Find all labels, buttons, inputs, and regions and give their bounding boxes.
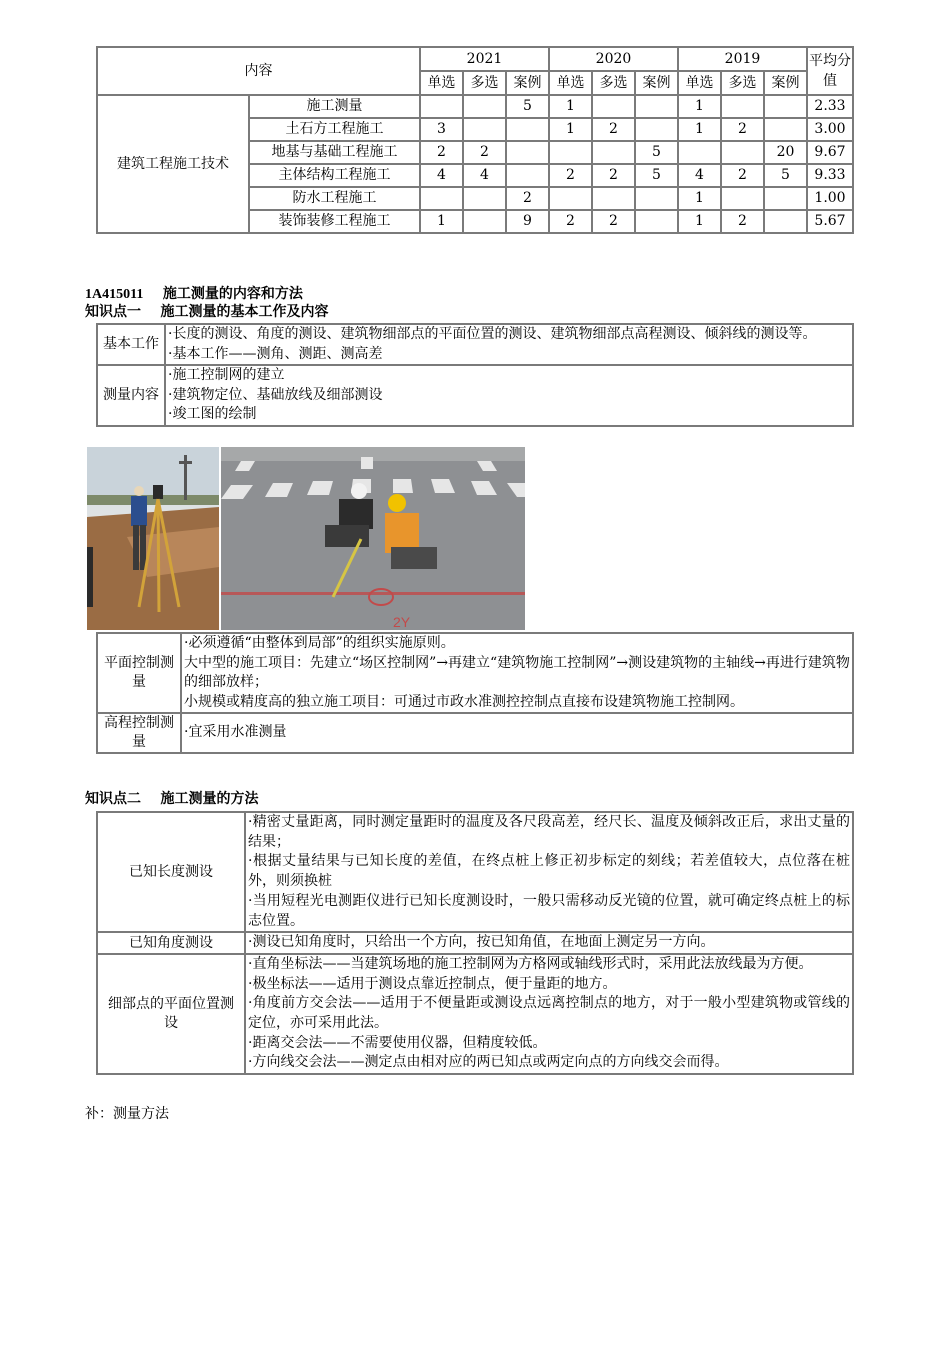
subheader-cell: 多选	[592, 71, 635, 95]
score-cell: 5	[635, 141, 678, 164]
topic-cell: 防水工程施工	[249, 187, 420, 210]
kp1-title: 施工测量的基本工作及内容	[160, 304, 329, 320]
score-cell	[592, 95, 635, 118]
score-cell	[635, 118, 678, 141]
score-cell: 2	[463, 141, 506, 164]
subheader-cell: 多选	[721, 71, 764, 95]
score-cell: 2	[506, 187, 549, 210]
score-cell: 1	[420, 210, 463, 233]
score-cell: 5	[506, 95, 549, 118]
score-cell	[420, 95, 463, 118]
score-cell: 9	[506, 210, 549, 233]
known-angle-line: ·测设已知角度时，只给出一个方向，按已知角值，在地面上测定另一方向。	[248, 934, 715, 951]
topic-cell: 主体结构工程施工	[249, 164, 420, 187]
detail-point-line: ·直角坐标法——当建筑场地的施工控制网为方格网或轴线形式时，采用此法放线最为方便。	[248, 955, 813, 972]
survey-content-label: 测量内容	[97, 365, 165, 426]
detail-point-line: ·角度前方交会法——适用于不便量距或测设点远离控制点的地方，对于一般小型建筑物或管线的定位，亦可采用此法。	[248, 995, 850, 1032]
subheader-cell: 单选	[549, 71, 592, 95]
header-year-2020: 2020	[549, 47, 678, 71]
known-length-label: 已知长度测设	[97, 812, 245, 932]
theodolite-surveyor-illustration	[87, 447, 219, 630]
score-cell	[635, 95, 678, 118]
average-cell: 2.33	[807, 95, 853, 118]
known-length-line: ·精密丈量距离，同时测定量距时的温度及各尺段高差，经尺长、温度及倾斜改正后，求出丈量的结果；	[248, 814, 850, 850]
score-cell	[721, 187, 764, 210]
road-marking-illustration	[221, 447, 525, 630]
subheader-cell: 单选	[420, 71, 463, 95]
survey-method-table	[96, 811, 854, 1075]
known-length-content	[245, 812, 853, 932]
elevation-control-line: ·宜采用水准测量	[184, 724, 287, 741]
topic-cell: 地基与基础工程施工	[249, 141, 420, 164]
detail-point-content	[245, 954, 853, 1074]
score-cell: 5	[635, 164, 678, 187]
score-cell: 2	[549, 210, 592, 233]
score-cell: 1	[678, 210, 721, 233]
known-angle-label: 已知角度测设	[97, 932, 245, 954]
survey-content-line: ·施工控制网的建立	[168, 367, 285, 383]
basic-work-table	[96, 323, 854, 427]
score-cell	[764, 118, 807, 141]
detail-point-line: ·距离交会法——不需要使用仪器，但精度较低。	[248, 1034, 547, 1051]
basic-work-line: ·长度的测设、角度的测设、建筑物细部点的平面位置的测设、建筑物细部点高程测设、倾斜线的测设等。	[168, 326, 817, 342]
plane-control-line: 小规模或精度高的独立施工项目：可通过市政水准测控控制点直接布设建筑物施工控制网。	[184, 693, 744, 710]
subheader-cell: 单选	[678, 71, 721, 95]
plane-control-line: 大中型的施工项目：先建立“场区控制网”→再建立“建筑物施工控制网”→测设建筑物的主轴线→再进行建筑物的细部放样；	[184, 654, 850, 690]
photo-road-marking-workers	[221, 447, 525, 630]
subheader-cell: 案例	[506, 71, 549, 95]
survey-content-line: ·竣工图的绘制	[168, 406, 257, 422]
detail-point-label: 细部点的平面位置测设	[97, 954, 245, 1074]
score-cell	[506, 141, 549, 164]
score-cell	[420, 187, 463, 210]
score-cell	[764, 95, 807, 118]
average-cell: 9.33	[807, 164, 853, 187]
score-cell: 1	[549, 118, 592, 141]
knowledge-point-2-heading	[85, 790, 259, 809]
score-cell: 20	[764, 141, 807, 164]
subheader-cell: 案例	[764, 71, 807, 95]
score-cell: 5	[764, 164, 807, 187]
topic-cell: 土石方工程施工	[249, 118, 420, 141]
supplement-note: 补：测量方法	[85, 1106, 169, 1122]
survey-photos	[87, 447, 525, 630]
kp2-title: 施工测量的方法	[160, 791, 259, 807]
photo-theodolite-surveyor	[87, 447, 219, 630]
score-cell: 2	[549, 164, 592, 187]
kp2-label: 知识点二	[85, 791, 141, 807]
score-cell	[506, 164, 549, 187]
score-cell	[764, 210, 807, 233]
score-cell: 1	[678, 187, 721, 210]
exam-score-table	[96, 46, 854, 234]
kp1-label: 知识点一	[85, 304, 141, 320]
score-cell	[549, 141, 592, 164]
control-survey-table	[96, 632, 854, 754]
plane-control-content	[181, 633, 853, 713]
score-body	[97, 95, 853, 233]
header-content: 内容	[97, 47, 420, 95]
knowledge-point-1-heading	[85, 303, 329, 322]
score-cell: 4	[463, 164, 506, 187]
header-average	[807, 47, 853, 95]
basic-work-line: ·基本工作——测角、测距、测高差	[168, 345, 383, 362]
plane-control-line: ·必须遵循“由整体到局部”的组织实施原则。	[184, 635, 455, 651]
elevation-control-content	[181, 713, 853, 753]
score-cell	[463, 95, 506, 118]
score-cell	[764, 187, 807, 210]
average-cell: 5.67	[807, 210, 853, 233]
known-angle-content	[245, 932, 853, 954]
average-cell: 1.00	[807, 187, 853, 210]
road-marking-text: 2Y	[393, 614, 411, 630]
basic-work-label: 基本工作	[97, 324, 165, 365]
survey-content-line: ·建筑物定位、基础放线及细部测设	[168, 386, 383, 403]
score-cell: 1	[678, 95, 721, 118]
score-cell	[463, 210, 506, 233]
score-cell	[506, 118, 549, 141]
score-cell: 4	[678, 164, 721, 187]
score-cell: 1	[678, 118, 721, 141]
score-cell	[678, 141, 721, 164]
header-year-2021: 2021	[420, 47, 549, 71]
score-cell: 2	[592, 118, 635, 141]
category-cell: 建筑工程施工技术	[97, 95, 249, 233]
score-cell	[463, 118, 506, 141]
score-cell: 3	[420, 118, 463, 141]
basic-work-content	[165, 324, 853, 365]
score-cell: 1	[549, 95, 592, 118]
detail-point-line: ·极坐标法——适用于测设点靠近控制点，便于量距的地方。	[248, 975, 617, 992]
subheader-cell: 案例	[635, 71, 678, 95]
topic-cell: 装饰装修工程施工	[249, 210, 420, 233]
topic-cell: 施工测量	[249, 95, 420, 118]
average-cell: 3.00	[807, 118, 853, 141]
header-average-text: 平均分值	[809, 53, 851, 89]
known-length-line: ·当用短程光电测距仪进行已知长度测设时，一般只需移动反光镜的位置，就可确定终点桩上的标志位置。	[248, 892, 850, 929]
average-cell: 9.67	[807, 141, 853, 164]
score-cell	[592, 141, 635, 164]
detail-point-line: ·方向线交会法——测定点由相对应的两已知点或两定向点的方向线交会而得。	[248, 1054, 729, 1071]
score-cell: 2	[420, 141, 463, 164]
score-cell	[463, 187, 506, 210]
score-cell	[635, 210, 678, 233]
score-cell: 4	[420, 164, 463, 187]
survey-content-content	[165, 365, 853, 426]
score-cell: 2	[592, 210, 635, 233]
score-cell	[721, 141, 764, 164]
score-cell: 2	[721, 210, 764, 233]
header-year-2019: 2019	[678, 47, 807, 71]
subheader-cell: 多选	[463, 71, 506, 95]
score-cell	[635, 187, 678, 210]
section-title: 施工测量的内容和方法	[162, 286, 303, 302]
score-row	[97, 95, 853, 118]
elevation-control-label: 高程控制测量	[97, 713, 181, 753]
section-code: 1A415011	[85, 287, 144, 302]
known-length-line: ·根据丈量结果与已知长度的差值，在终点桩上修正初步标定的刻线；若差值较大，点位落在桩外，则须换桩	[248, 853, 850, 890]
plane-control-label: 平面控制测量	[97, 633, 181, 713]
score-cell	[721, 95, 764, 118]
score-cell	[549, 187, 592, 210]
score-cell: 2	[592, 164, 635, 187]
score-cell: 2	[721, 118, 764, 141]
score-cell: 2	[721, 164, 764, 187]
section-heading	[85, 285, 303, 304]
score-cell	[592, 187, 635, 210]
